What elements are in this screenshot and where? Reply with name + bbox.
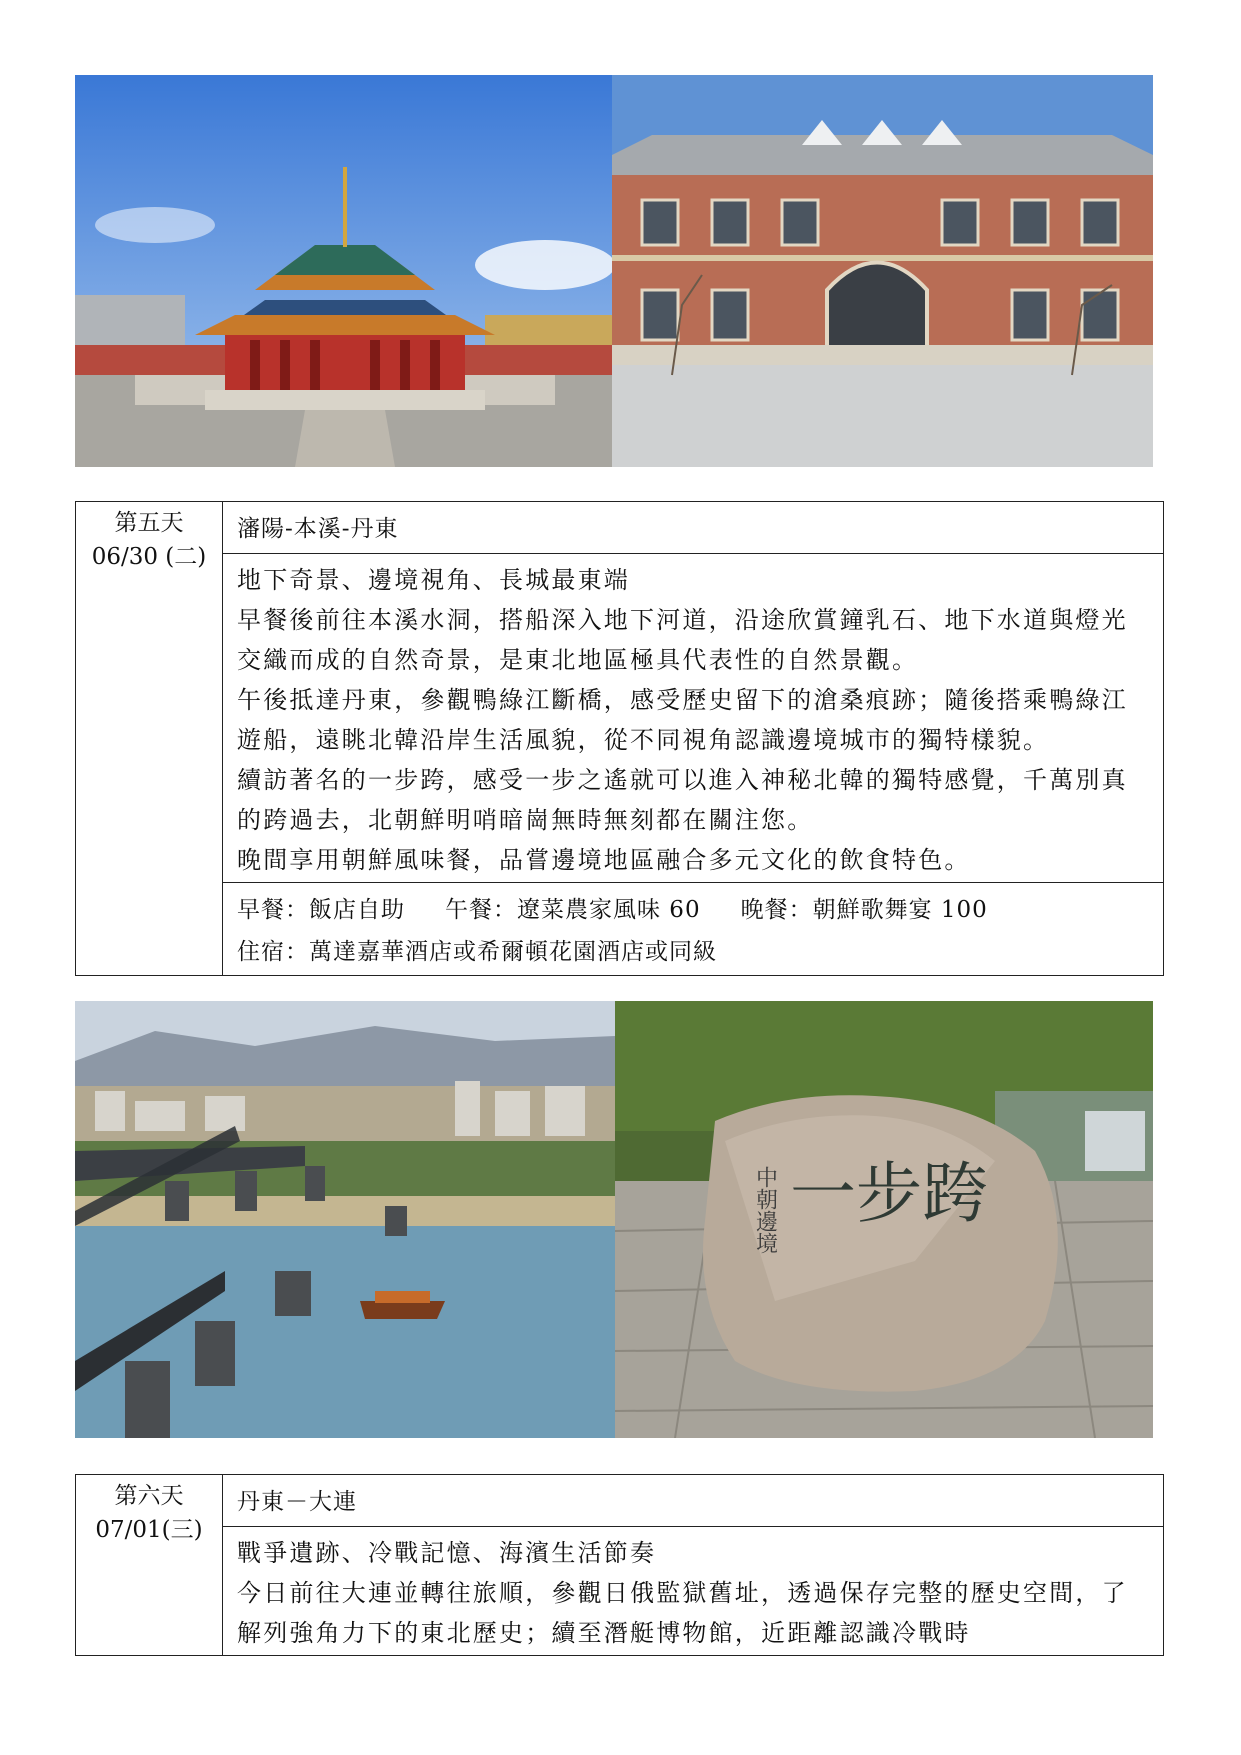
day6-route: 丹東－大連 [223, 1475, 1164, 1527]
day5-hotel: 住宿：萬達嘉華酒店或希爾頓花園酒店或同級 [237, 939, 717, 965]
day6-theme: 戰爭遺跡、冷戰記憶、海濱生活節奏 [237, 1539, 657, 1567]
photo-mukden-palace [75, 75, 612, 467]
day5-meals-hotel [223, 883, 1164, 976]
day6-description [223, 1527, 1164, 1656]
day6-paragraph: 今日前往大連並轉往旅順，參觀日俄監獄舊址，透過保存完整的歷史空間，了解列強角力下的東北歷史；續至潛艇博物館，近距離認識冷戰時 [237, 1579, 1128, 1647]
day5-meals [237, 889, 1149, 931]
day5-paragraph: 續訪著名的一步跨，感受一步之遙就可以進入神秘北韓的獨特感覺，千萬別真的跨過去，北朝鮮明哨暗崗無時無刻都在關注您。 [237, 766, 1128, 834]
day5-paragraph: 早餐後前往本溪水洞，搭船深入地下河道，沿途欣賞鐘乳石、地下水道與燈光交織而成的自然奇景，是東北地區極具代表性的自然景觀。 [237, 606, 1128, 674]
day5-lunch: 午餐：遼菜農家風味 60 [445, 897, 701, 923]
day5-day-label: 第五天 [114, 510, 184, 536]
day5-itinerary-table [75, 501, 1164, 976]
day5-theme: 地下奇景、邊境視角、長城最東端 [237, 566, 630, 594]
day5-dinner: 晚餐：朝鮮歌舞宴 100 [740, 897, 988, 923]
day6-date: 07/01(三) [95, 1517, 203, 1543]
photo-yalu-broken-bridge [75, 1001, 615, 1438]
photo-brick-building [612, 75, 1153, 467]
day5-paragraph: 午後抵達丹東，參觀鴨綠江斷橋，感受歷史留下的滄桑痕跡；隨後搭乘鴨綠江遊船，遠眺北韓沿岸生活風貌，從不同視角認識邊境城市的獨特樣貌。 [237, 686, 1128, 754]
day6-day-label: 第六天 [114, 1483, 184, 1509]
day5-date: 06/30 (二) [91, 544, 207, 570]
day5-description [223, 554, 1164, 883]
day6-itinerary-table [75, 1474, 1164, 1656]
day5-route: 瀋陽-本溪-丹東 [223, 502, 1164, 554]
stone-side-text: 中朝邊境 [752, 1166, 778, 1254]
photo-yibukua-stone [615, 1001, 1153, 1438]
day5-date-cell [76, 502, 223, 976]
day5-paragraph: 晚間享用朝鮮風味餐，品嘗邊境地區融合多元文化的飲食特色。 [237, 846, 971, 874]
day5-breakfast: 早餐：飯店自助 [237, 897, 405, 923]
day6-date-cell [76, 1475, 223, 1656]
stone-main-text: 一步跨 [790, 1155, 988, 1232]
